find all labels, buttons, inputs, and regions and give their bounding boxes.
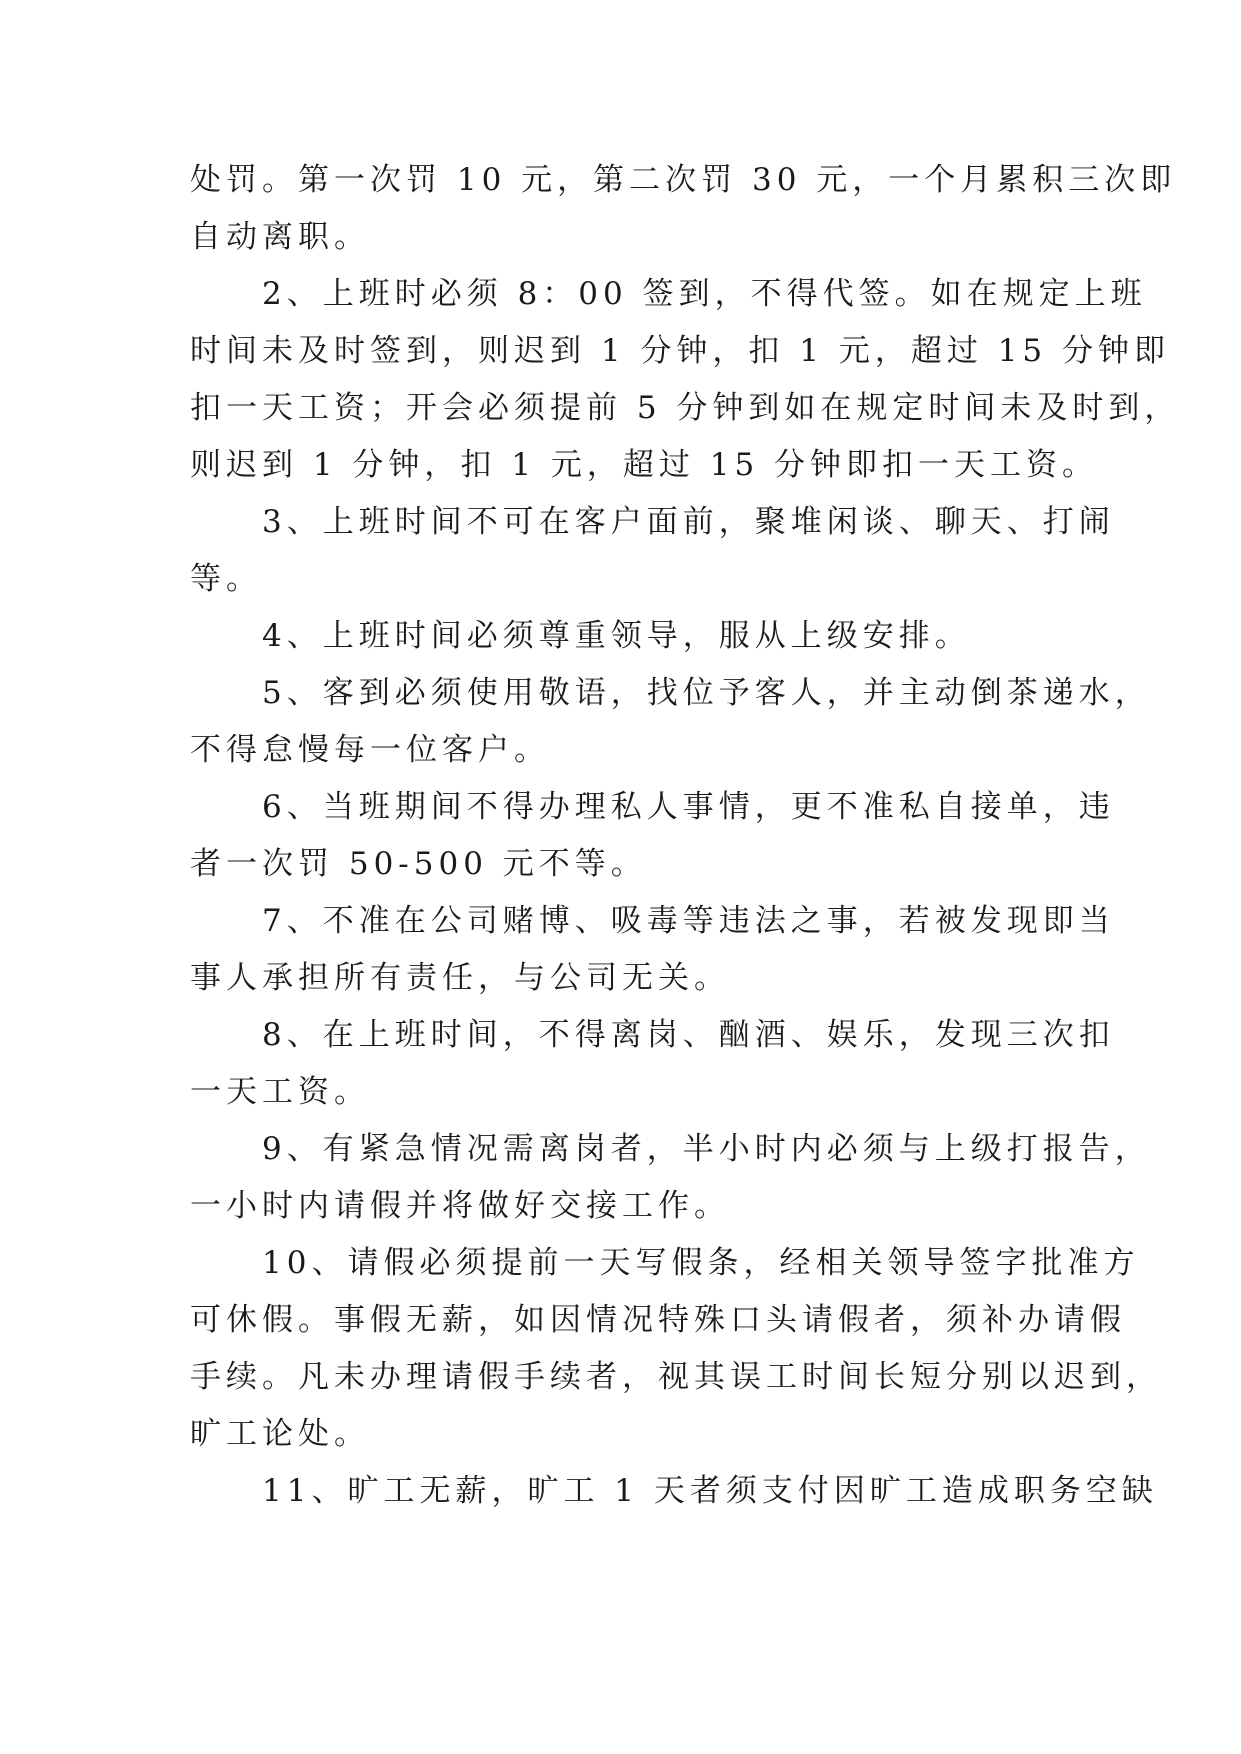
text-line: 10、请假必须提前一天写假条，经相关领导签字批准方 xyxy=(190,1245,1140,1281)
paragraph-10 xyxy=(190,1235,1162,1463)
text-line: 则迟到 1 分钟，扣 1 元，超过 15 分钟即扣一天工资。 xyxy=(190,447,1099,483)
text-line: 不得怠慢每一位客户。 xyxy=(190,732,550,768)
text-line: 自动离职。 xyxy=(190,219,370,255)
text-line: 手续。凡未办理请假手续者，视其误工时间长短分别以迟到， xyxy=(190,1359,1162,1395)
text-line: 11、旷工无薪，旷工 1 天者须支付因旷工造成职务空缺 xyxy=(190,1473,1158,1509)
paragraph-3 xyxy=(190,494,1115,608)
paragraph-6 xyxy=(190,779,1115,893)
text-line: 扣一天工资；开会必须提前 5 分钟到如在规定时间未及时到， xyxy=(190,390,1181,426)
text-line: 3、上班时间不可在客户面前，聚堆闲谈、聊天、打闹 xyxy=(190,504,1115,540)
paragraph-9 xyxy=(190,1121,1151,1235)
document-body xyxy=(190,152,1181,1520)
paragraph-1 xyxy=(190,152,1177,266)
paragraph-8 xyxy=(190,1007,1115,1121)
text-line: 9、有紧急情况需离岗者，半小时内必须与上级打报告， xyxy=(190,1131,1151,1167)
text-line: 旷工论处。 xyxy=(190,1416,370,1452)
text-line: 6、当班期间不得办理私人事情，更不准私自接单，违 xyxy=(190,789,1115,825)
text-line: 可休假。事假无薪，如因情况特殊口头请假者，须补办请假 xyxy=(190,1302,1126,1338)
text-line: 2、上班时必须 8：00 签到，不得代签。如在规定上班 xyxy=(190,276,1147,312)
paragraph-4 xyxy=(190,608,1090,665)
text-line: 5、客到必须使用敬语，找位予客人，并主动倒茶递水， xyxy=(190,675,1151,711)
paragraph-5 xyxy=(190,665,1151,779)
text-line: 者一次罚 50-500 元不等。 xyxy=(190,846,647,882)
text-line: 一小时内请假并将做好交接工作。 xyxy=(190,1188,730,1224)
text-line: 时间未及时签到，则迟到 1 分钟，扣 1 元，超过 15 分钟即 xyxy=(190,333,1171,369)
text-line: 8、在上班时间，不得离岗、酗酒、娱乐，发现三次扣 xyxy=(190,1017,1115,1053)
text-line: 一天工资。 xyxy=(190,1074,370,1110)
paragraph-2 xyxy=(190,266,1181,494)
text-line: 4、上班时间必须尊重领导，服从上级安排。 xyxy=(190,618,971,654)
text-line: 事人承担所有责任，与公司无关。 xyxy=(190,960,730,996)
text-line: 7、不准在公司赌博、吸毒等违法之事，若被发现即当 xyxy=(190,903,1115,939)
paragraph-11 xyxy=(190,1463,1158,1520)
text-line: 处罚。第一次罚 10 元，第二次罚 30 元，一个月累积三次即 xyxy=(190,162,1177,198)
paragraph-7 xyxy=(190,893,1115,1007)
text-line: 等。 xyxy=(190,561,262,597)
